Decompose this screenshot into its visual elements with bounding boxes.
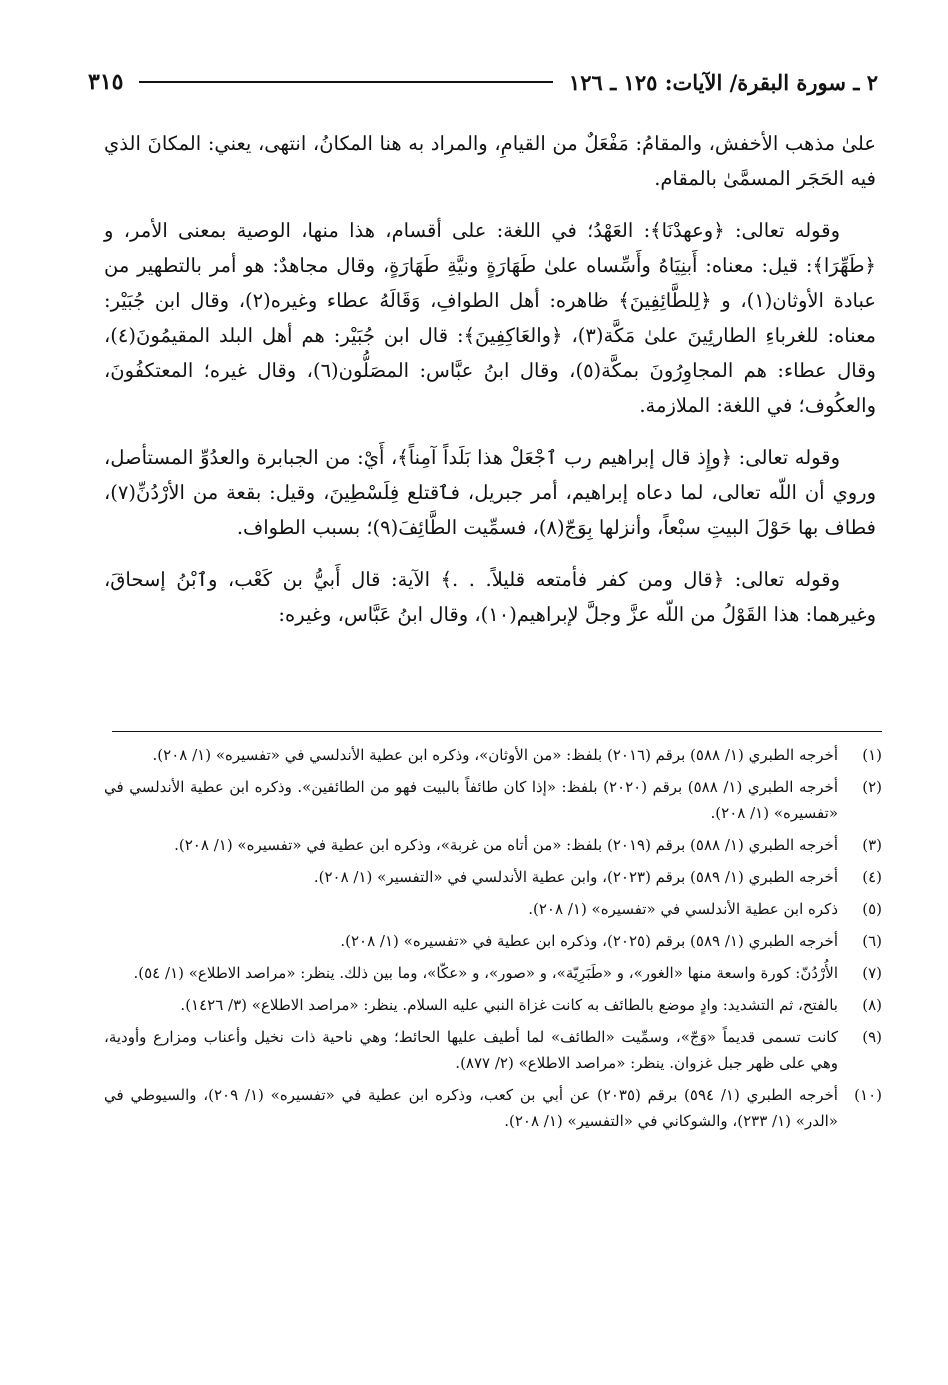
footnote-number: (١٠) bbox=[854, 1086, 882, 1104]
footnote-text: بالفتح، ثم التشديد: وادٍ موضع بالطائف به كانت غزاة النبي عليه السلام. ينظر: «مراصد الاطلاع» (٣/ ١٤٢٦). bbox=[180, 996, 838, 1014]
footnote-number: (٩) bbox=[862, 1028, 882, 1046]
footnote-text: الأُرْدُنّ: كورة واسعة منها «الغور»، و «طَبَرِيّة»، و «صور»، و «عكّا»، وما بين ذلك. ينظر: «مراصد الاطلاع» (١/ ٥٤). bbox=[133, 964, 838, 982]
footnote-text: كانت تسمى قديماً «وَجّ»، وسمِّيت «الطائف» لما أطيف عليها الحائط؛ وهي ناحية ذات نخيل وأعناب ومزارع وأودية، وهي على ظهر جبل غزوان. ينظر: «مراصد الاطلاع» (٢/ ٨٧٧). bbox=[104, 1028, 838, 1072]
paragraph: وقوله تعالى: ﴿قال ومن كفر فأمتعه قليلاً. . .﴾ الآية: قال أَبيُّ بن كَعْب، وٱبْنُ إسحاقَ، وغيرهما: هذا القَوْلُ من اللّه عزَّ وجلَّ لإبراهيم(١٠)، وقال ابنُ عَبَّاس، وغيره: bbox=[104, 568, 876, 626]
footnotes bbox=[104, 742, 882, 1140]
footnote bbox=[104, 960, 882, 986]
main-text bbox=[104, 126, 876, 649]
paragraph: وقوله تعالى: ﴿وإِذ قال إبراهيم رب ٱجْعَلْ هذا بَلَداً آمِناً﴾، أَيْ: من الجبابرة والعدُوِّ المستأصل، وروي أن اللّه تعالى، لما دعاه إبراهيم، أمر جبريل، فٱقتلع فِلَسْطِينَ، وقيل: بقعة من الأرْدُنِّ(٧)، فطاف بها حَوْلَ البيتِ سبْعاً، وأنزلها بِوَجّ(٨)، فسمِّيت الطَّائِفَ(٩)؛ بسبب الطواف. bbox=[104, 446, 876, 539]
footnote bbox=[104, 992, 882, 1018]
footnote bbox=[104, 832, 882, 858]
paragraph: وقوله تعالى: ﴿وعهدْنَا﴾: العَهْدُ؛ في اللغة: على أقسام، هذا منها، الوصية بمعنى الأمر، و ﴿طَهِّرَا﴾: قيل: معناه: أَبنِيَاهُ وأَسِّساه علىٰ طَهَارَةٍ ونيَّةِ طَهَارَةٍ، وقال مجاهدٌ: هو أمر بالتطهير من عبادة الأوثان(١)، و ﴿لِلطَّائِفِينَ﴾ ظاهره: أهل الطوافِ، وَقَالَهُ عطاء وغيره(٢)، وقال ابن جُبَيْر: معناه: للغرباءِ الطارئِينَ علىٰ مَكَّة(٣)، ﴿والعَاكِفِينَ﴾: قال ابن جُبَيْر: هم أهل البلد المقيمُونَ(٤)، وقال عطاء: هم المجاوِرُونَ بمكَّة(٥)، وقال ابنُ عبَّاس: المصَلُّون(٦)، وقال غيره؛ المعتكفُونَ، والعكُوف؛ في اللغة: الملازمة. bbox=[104, 219, 877, 417]
footnote-number: (٤) bbox=[862, 868, 882, 886]
footnote-text: أخرجه الطبري (١/ ٥٨٩) برقم (٢٠٢٥)، وذكره ابن عطية في «تفسيره» (١/ ٢٠٨). bbox=[340, 932, 838, 950]
footnote-number: (٣) bbox=[862, 836, 882, 854]
footnote-separator bbox=[112, 731, 882, 732]
running-title: ٢ ـ سورة البقرة/ الآيات: ١٢٥ ـ ١٢٦ bbox=[568, 69, 878, 95]
footnote-number: (١) bbox=[862, 746, 882, 764]
footnote-text: أخرجه الطبري (١/ ٥٨٨) برقم (٢٠٢٠) بلفظ: «إذا كان طائفاً بالبيت فهو من الطائفين». وذكره ابن عطية الأندلسي في «تفسيره» (١/ ٢٠٨). bbox=[104, 778, 838, 822]
footnote-text: أخرجه الطبري (١/ ٥٨٨) برقم (٢٠١٩) بلفظ: «من أتاه من غربة»، وذكره ابن عطية في «تفسيره» (١/ ٢٠٨). bbox=[174, 836, 838, 854]
footnote bbox=[104, 864, 882, 890]
footnote bbox=[104, 742, 882, 768]
footnote bbox=[104, 1024, 882, 1076]
footnote-text: أخرجه الطبري (١/ ٥٨٩) برقم (٢٠٢٣)، وابن عطية الأندلسي في «التفسير» (١/ ٢٠٨). bbox=[313, 868, 838, 886]
footnote-number: (٦) bbox=[862, 932, 882, 950]
footnote-number: (٨) bbox=[862, 996, 882, 1014]
footnote bbox=[104, 1082, 882, 1134]
page-header bbox=[88, 62, 878, 102]
footnote-number: (٢) bbox=[862, 778, 882, 796]
header-rule bbox=[139, 81, 552, 83]
footnote-text: أخرجه الطبري (١/ ٥٩٤) برقم (٢٠٣٥) عن أبي بن كعب، وذكره ابن عطية في «تفسيره» (١/ ٢٠٩)، والسيوطي في «الدر» (١/ ٢٣٣)، والشوكاني في «التفسير» (١/ ٢٠٨). bbox=[104, 1086, 838, 1130]
footnote-number: (٥) bbox=[862, 900, 882, 918]
footnote bbox=[104, 896, 882, 922]
paragraph: علىٰ مذهب الأخفش، والمقامُ: مَفْعَلٌ من القيامِ، والمراد به هنا المكانُ، انتهى، يعني: المكانَ الذي فيه الحَجَر المسمَّىٰ بالمقام. bbox=[104, 132, 876, 190]
page-number: ٣١٥ bbox=[88, 69, 124, 95]
footnote-text: ذكره ابن عطية الأندلسي في «تفسيره» (١/ ٢٠٨). bbox=[528, 900, 838, 918]
footnote bbox=[104, 928, 882, 954]
footnote-number: (٧) bbox=[862, 964, 882, 982]
footnote bbox=[104, 774, 882, 826]
footnote-text: أخرجه الطبري (١/ ٥٨٨) برقم (٢٠١٦) بلفظ: «من الأوثان»، وذكره ابن عطية الأندلسي في «تفسيره» (١/ ٢٠٨). bbox=[152, 746, 838, 764]
